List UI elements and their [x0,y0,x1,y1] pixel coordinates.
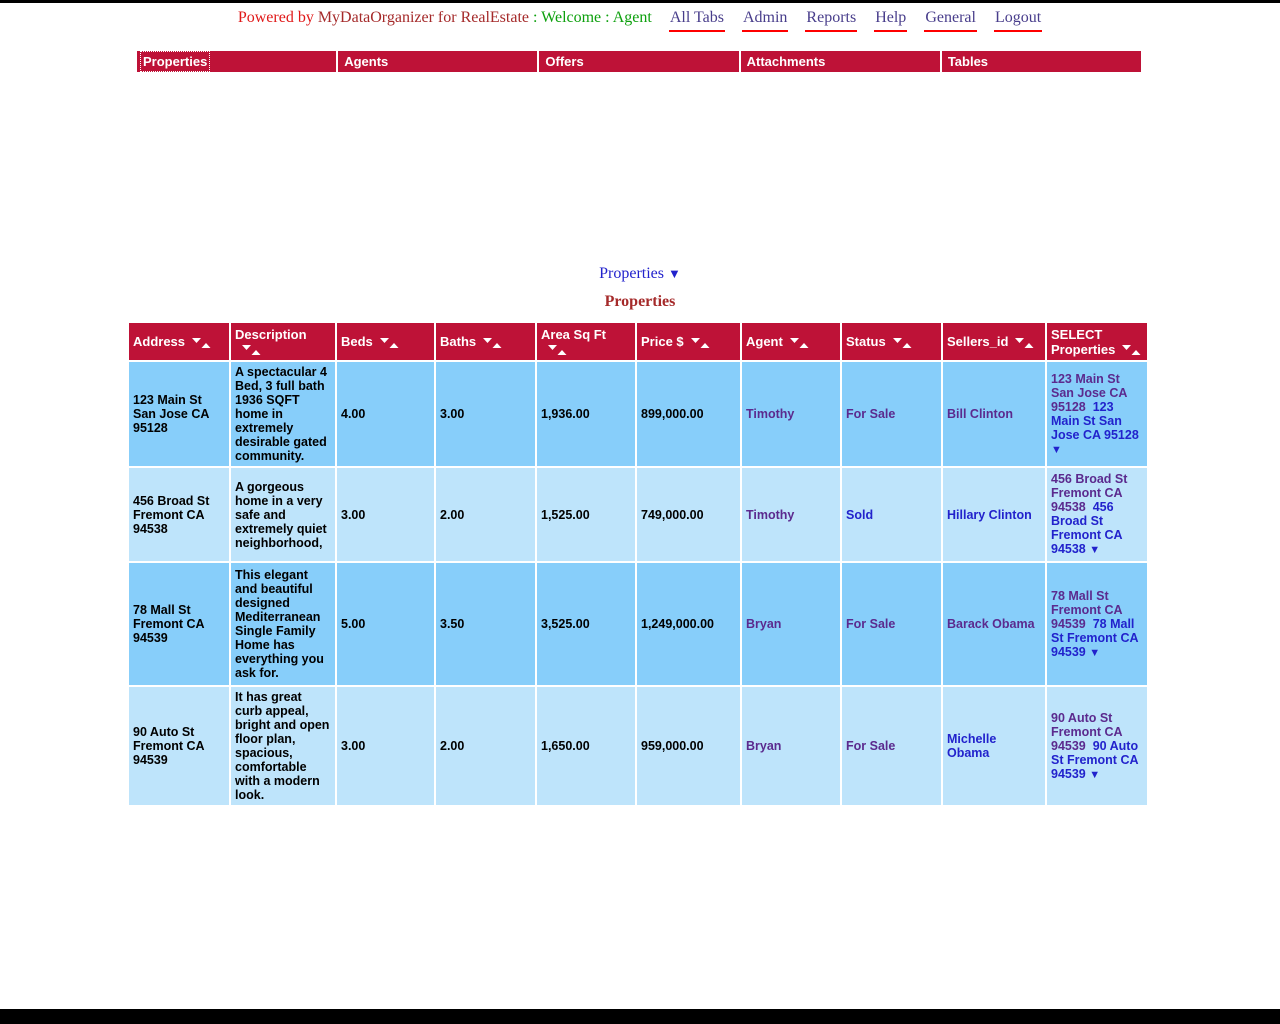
cell-select-properties [1047,563,1147,685]
sort-icon[interactable] [192,337,211,349]
tab-bar [137,51,1141,72]
selected-property-value: 90 Auto St Fremont CA 94539 [1051,710,1123,753]
cell-beds: 3.00 [337,687,434,805]
cell-select-properties [1047,687,1147,805]
tab-attachments-label: Attachments [746,54,826,69]
cell-status [842,468,941,561]
cell-seller [943,362,1045,466]
cell-status [842,362,941,466]
sort-icon[interactable] [548,344,567,356]
select-property-dropdown[interactable]: 78 Mall St Fremont CA 94539 ▼ [1051,616,1139,659]
sort-icon[interactable] [380,337,399,349]
table-header-row [129,323,1147,360]
powered-by-text: Powered by [237,9,314,26]
nav-link-reports[interactable]: Reports [805,9,857,32]
column-header-select-properties: SELECT Properties [1047,323,1147,360]
status-link[interactable]: Sold [846,507,874,522]
cell-area: 1,936.00 [537,362,635,466]
dropdown-arrow-icon: ▼ [1089,646,1101,659]
cell-price: 1,249,000.00 [637,563,740,685]
select-property-dropdown[interactable]: 456 Broad St Fremont CA 94538 ▼ [1051,500,1123,556]
column-header-price: Price $ [637,323,740,360]
column-header-area: Area Sq Ft [537,323,635,360]
tab-offers[interactable] [539,51,738,72]
cell-baths: 2.00 [436,687,535,805]
cell-address: 78 Mall St Fremont CA 94539 [129,563,229,685]
properties-view-dropdown[interactable] [0,265,1280,283]
top-black-line [0,0,1280,3]
selected-property-value: 456 Broad St Fremont CA 94538 [1051,472,1128,514]
column-header-beds: Beds [337,323,434,360]
seller-link[interactable]: Bill Clinton [947,407,1013,421]
cell-agent [742,563,840,685]
cell-agent [742,687,840,805]
agent-link[interactable]: Bryan [746,617,782,631]
tab-tables[interactable] [942,51,1141,72]
cell-status [842,563,941,685]
cell-beds: 4.00 [337,362,434,466]
bottom-black-bar [0,1009,1280,1024]
nav-link-admin[interactable]: Admin [742,9,788,32]
sort-icon[interactable] [483,337,502,349]
properties-view-dropdown-label: Properties [599,265,664,282]
dropdown-arrow-icon: ▼ [668,266,681,281]
sort-icon[interactable] [893,337,912,349]
cell-area: 3,525.00 [537,563,635,685]
seller-link[interactable]: Barack Obama [947,617,1035,631]
cell-baths: 3.50 [436,563,535,685]
status-link[interactable]: For Sale [846,617,896,631]
table-row [129,563,1147,685]
cell-address: 456 Broad St Fremont CA 94538 [129,468,229,561]
cell-address: 90 Auto St Fremont CA 94539 [129,687,229,805]
seller-link[interactable]: Michelle Obama [947,732,997,760]
dropdown-arrow-icon: ▼ [1051,443,1062,456]
cell-area: 1,650.00 [537,687,635,805]
table-row [129,687,1147,805]
cell-beds: 3.00 [337,468,434,561]
tab-attachments[interactable] [741,51,940,72]
selected-property-value: 123 Main St San Jose CA 95128 [1051,371,1127,414]
column-header-agent: Agent [742,323,840,360]
cell-select-properties [1047,468,1147,561]
site-header [0,9,1280,32]
dropdown-arrow-icon: ▼ [1089,544,1101,556]
nav-link-help[interactable]: Help [874,9,907,32]
select-property-dropdown[interactable]: 90 Auto St Fremont CA 94539 ▼ [1051,738,1139,781]
selected-property-value: 78 Mall St Fremont CA 94539 [1051,588,1123,631]
properties-table [127,321,1149,807]
page-title: Properties [604,293,676,310]
tab-agents[interactable] [338,51,537,72]
cell-agent [742,468,840,561]
column-header-sellers-id: Sellers_id [943,323,1045,360]
cell-price: 959,000.00 [637,687,740,805]
brand-text: MyDataOrganizer for RealEstate [317,9,529,26]
cell-description: It has great curb appeal, bright and open floor plan, spacious, comfortable with a modern look. [231,687,335,805]
column-header-status: Status [842,323,941,360]
tab-properties[interactable] [137,51,336,72]
column-header-address: Address [129,323,229,360]
tab-agents-label: Agents [344,54,389,69]
agent-link[interactable]: Timothy [746,507,795,522]
status-link[interactable]: For Sale [846,407,896,421]
agent-link[interactable]: Timothy [746,407,795,421]
agent-link[interactable]: Bryan [746,739,782,753]
select-property-dropdown[interactable]: 123 Main St San Jose CA 95128 ▼ [1051,399,1139,456]
cell-agent [742,362,840,466]
table-row [129,468,1147,561]
cell-baths: 2.00 [436,468,535,561]
nav-link-all-tabs[interactable]: All Tabs [669,9,725,32]
cell-seller [943,468,1045,561]
table-row [129,362,1147,466]
column-header-description: Description [231,323,335,360]
nav-link-general[interactable]: General [924,9,977,32]
cell-price: 899,000.00 [637,362,740,466]
cell-baths: 3.00 [436,362,535,466]
welcome-text: : Welcome : Agent [532,9,652,26]
cell-status [842,687,941,805]
cell-seller [943,687,1045,805]
cell-beds: 5.00 [337,563,434,685]
cell-area: 1,525.00 [537,468,635,561]
cell-description: This elegant and beautiful designed Mediterranean Single Family Home has everything you ask for. [231,563,335,685]
cell-description: A spectacular 4 Bed, 3 full bath 1936 SQFT home in extremely desirable gated community. [231,362,335,466]
cell-price: 749,000.00 [637,468,740,561]
cell-address: 123 Main St San Jose CA 95128 [129,362,229,466]
sort-icon[interactable] [1015,337,1034,349]
sort-icon[interactable] [242,344,261,356]
nav-link-logout[interactable]: Logout [994,9,1042,32]
tab-offers-label: Offers [545,54,584,69]
sort-icon[interactable] [1122,344,1141,356]
cell-description: A gorgeous home in a very safe and extremely quiet neighborhood, [231,468,335,561]
tab-properties-label: Properties [143,54,208,69]
status-link[interactable]: For Sale [846,739,896,753]
sort-icon[interactable] [790,337,809,349]
cell-seller [943,563,1045,685]
tab-tables-label: Tables [947,54,989,69]
dropdown-arrow-icon: ▼ [1089,768,1101,781]
cell-select-properties [1047,362,1147,466]
column-header-baths: Baths [436,323,535,360]
seller-link[interactable]: Hillary Clinton [947,507,1032,522]
sort-icon[interactable] [691,337,710,349]
